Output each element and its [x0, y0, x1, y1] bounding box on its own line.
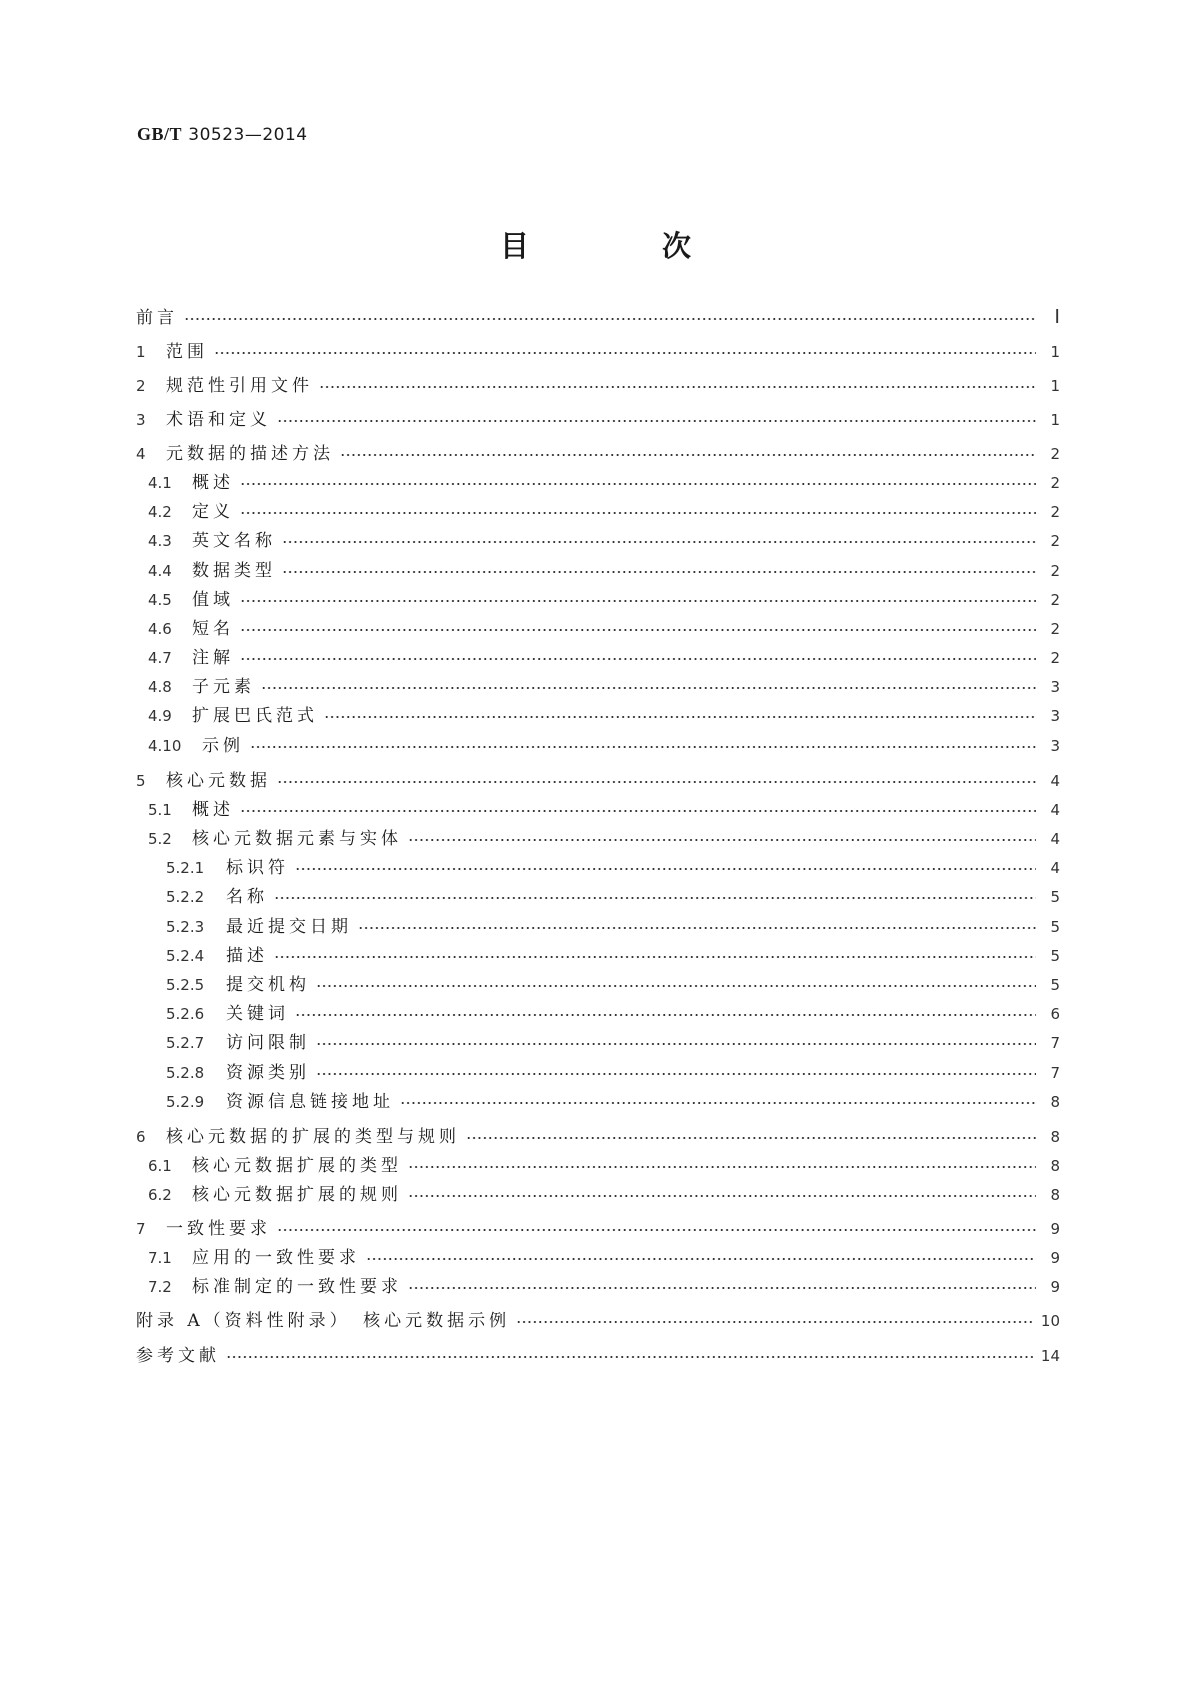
toc-entry-number: 1 [136, 343, 146, 361]
toc-entry-page: 7 [1050, 1064, 1060, 1082]
toc-entry[interactable] [136, 1028, 1060, 1058]
toc-entry-number: 4.7 [148, 649, 172, 667]
toc-entry[interactable] [136, 439, 1060, 469]
toc-entry[interactable] [136, 941, 1060, 971]
toc-dot-leader [408, 1181, 1036, 1211]
toc-entry-title: 标准制定的一致性要求 [192, 1277, 402, 1297]
toc-entry-page: 2 [1050, 649, 1060, 667]
toc-entry[interactable] [136, 1243, 1060, 1273]
toc-entry-title: 附录 A（资料性附录） 核心元数据示例 [136, 1311, 511, 1331]
toc-entry-title: 访问限制 [226, 1033, 310, 1053]
toc-entry-page: 7 [1050, 1034, 1060, 1052]
toc-entry-title: 应用的一致性要求 [192, 1248, 360, 1268]
toc-dot-leader [274, 883, 1036, 913]
toc-dot-leader [316, 1029, 1036, 1059]
toc-entry-page: 2 [1050, 474, 1060, 492]
toc-dot-leader [358, 913, 1036, 943]
toc-dot-leader [408, 1152, 1036, 1182]
toc-entry-number: 6.1 [148, 1157, 172, 1175]
toc-entry-title: 数据类型 [192, 561, 276, 581]
toc-entry-page: 9 [1050, 1278, 1060, 1296]
toc-entry-number: 4.1 [148, 474, 172, 492]
toc-entry-title: 子元素 [192, 677, 255, 697]
toc-dot-leader [261, 673, 1036, 703]
toc-entry[interactable] [136, 970, 1060, 1000]
toc-entry-title: 核心元数据扩展的规则 [192, 1185, 402, 1205]
toc-entry-number: 5.2.5 [166, 976, 205, 994]
toc-entry-page: 2 [1050, 620, 1060, 638]
toc-entry-title: 短名 [192, 619, 234, 639]
toc-dot-leader [340, 440, 1036, 470]
toc-entry[interactable] [136, 585, 1060, 615]
toc-entry-title: 名称 [226, 887, 268, 907]
toc-entry-number: 4.8 [148, 678, 172, 696]
toc-entry-number: 4.4 [148, 562, 172, 580]
toc-entry-number: 5.2.8 [166, 1064, 205, 1082]
toc-entry-title: 元数据的描述方法 [166, 444, 334, 464]
toc-entry-title: 最近提交日期 [226, 917, 352, 937]
toc-dot-leader [277, 767, 1036, 797]
toc-entry[interactable] [136, 526, 1060, 556]
toc-entry-number: 5.2.1 [166, 859, 205, 877]
toc-entry-title: 规范性引用文件 [166, 376, 313, 396]
toc-entry-number: 2 [136, 377, 146, 395]
toc-entry-page: 5 [1050, 888, 1060, 906]
toc-entry-page: 2 [1050, 562, 1060, 580]
toc-entry-page: 8 [1050, 1186, 1060, 1204]
toc-entry-page: 1 [1050, 343, 1060, 361]
toc-dot-leader [324, 702, 1036, 732]
toc-entry-number: 5.2 [148, 830, 172, 848]
toc-entry-number: 4.3 [148, 532, 172, 550]
toc-entry-page: 6 [1050, 1005, 1060, 1023]
toc-entry[interactable] [136, 853, 1060, 883]
toc-dot-leader [282, 527, 1036, 557]
toc-dot-leader [214, 338, 1036, 368]
toc-entry[interactable] [136, 303, 1060, 333]
toc-dot-leader [516, 1307, 1033, 1337]
toc-entry-page: 8 [1050, 1157, 1060, 1175]
toc-entry-number: 5.2.2 [166, 888, 205, 906]
toc-dot-leader [316, 1059, 1036, 1089]
toc-entry[interactable] [136, 468, 1060, 498]
toc-dot-leader [466, 1123, 1036, 1153]
toc-dot-leader [400, 1088, 1036, 1118]
toc-entry[interactable] [136, 701, 1060, 731]
toc-entry-page: 4 [1050, 859, 1060, 877]
toc-entry-title: 核心元数据 [166, 771, 271, 791]
toc-entry-title: 描述 [226, 946, 268, 966]
toc-entry[interactable] [136, 405, 1060, 435]
toc-entry[interactable] [136, 371, 1060, 401]
toc-entry-title: 标识符 [226, 858, 289, 878]
toc-entry-page: 2 [1050, 591, 1060, 609]
toc-entry[interactable] [136, 824, 1060, 854]
toc-entry-page: 5 [1050, 976, 1060, 994]
toc-dot-leader [282, 557, 1036, 587]
toc-entry[interactable] [136, 1151, 1060, 1181]
toc-dot-leader [366, 1244, 1036, 1274]
toc-entry-title: 前言 [136, 308, 178, 328]
toc-entry[interactable] [136, 556, 1060, 586]
toc-entry-page: 5 [1050, 918, 1060, 936]
toc-entry[interactable] [136, 912, 1060, 942]
toc-entry-number: 7.1 [148, 1249, 172, 1267]
toc-dot-leader [277, 406, 1036, 436]
toc-entry-page: 3 [1050, 737, 1060, 755]
toc-entry-title: 注解 [192, 648, 234, 668]
toc-entry[interactable] [136, 1341, 1060, 1371]
toc-entry-title: 核心元数据扩展的类型 [192, 1156, 402, 1176]
toc-entry-title: 范围 [166, 342, 208, 362]
toc-dot-leader [240, 469, 1036, 499]
toc-dot-leader [316, 971, 1036, 1001]
toc-entry-page: 3 [1050, 678, 1060, 696]
toc-entry-title: 值域 [192, 590, 234, 610]
toc-entry-title: 资源类别 [226, 1063, 310, 1083]
toc-dot-leader [319, 372, 1036, 402]
toc-entry-number: 7 [136, 1220, 146, 1238]
toc-entry-title: 英文名称 [192, 531, 276, 551]
toc-entry[interactable] [136, 1272, 1060, 1302]
toc-dot-leader [240, 615, 1036, 645]
toc-entry-number: 5.2.9 [166, 1093, 205, 1111]
toc-entry[interactable] [136, 1058, 1060, 1088]
toc-entry-page: 2 [1050, 445, 1060, 463]
standard-number: 30523—2014 [188, 125, 308, 145]
toc-entry[interactable] [136, 999, 1060, 1029]
toc-entry[interactable] [136, 497, 1060, 527]
toc-dot-leader [240, 644, 1036, 674]
toc-dot-leader [408, 825, 1036, 855]
toc-entry[interactable] [136, 1122, 1060, 1152]
toc-entry-number: 5.2.7 [166, 1034, 205, 1052]
toc-entry-title: 提交机构 [226, 975, 310, 995]
toc-entry-title: 概述 [192, 800, 234, 820]
toc-dot-leader [240, 796, 1036, 826]
toc-entry-title: 示例 [202, 736, 244, 756]
toc-entry-number: 5.1 [148, 801, 172, 819]
toc-entry[interactable] [136, 795, 1060, 825]
toc-entry[interactable] [136, 1214, 1060, 1244]
toc-dot-leader [295, 1000, 1036, 1030]
toc-dot-leader [250, 732, 1036, 762]
page-title: 目 次 [499, 229, 743, 263]
toc-entry-number: 4 [136, 445, 146, 463]
toc-entry[interactable] [136, 672, 1060, 702]
toc-entry-number: 5 [136, 772, 146, 790]
toc-entry-title: 核心元数据的扩展的类型与规则 [166, 1127, 460, 1147]
toc-entry[interactable] [136, 1180, 1060, 1210]
toc-dot-leader [277, 1215, 1036, 1245]
toc-entry-page: Ⅰ [1054, 307, 1060, 328]
toc-entry[interactable] [136, 614, 1060, 644]
toc-entry-title: 扩展巴氏范式 [192, 706, 318, 726]
toc-entry-number: 4.6 [148, 620, 172, 638]
toc-entry-number: 7.2 [148, 1278, 172, 1296]
toc-entry-number: 4.5 [148, 591, 172, 609]
toc-dot-leader [240, 586, 1036, 616]
table-of-contents [136, 0, 1060, 1684]
toc-dot-leader [408, 1273, 1036, 1303]
toc-entry[interactable] [136, 1306, 1060, 1336]
toc-entry[interactable] [136, 766, 1060, 796]
toc-entry-page: 1 [1050, 377, 1060, 395]
toc-entry-page: 8 [1050, 1128, 1060, 1146]
toc-entry[interactable] [136, 882, 1060, 912]
toc-entry[interactable] [136, 731, 1060, 761]
toc-entry-title: 参考文献 [136, 1346, 220, 1366]
toc-entry-title: 关键词 [226, 1004, 289, 1024]
toc-entry-title: 定义 [192, 502, 234, 522]
toc-entry[interactable] [136, 643, 1060, 673]
toc-entry-page: 2 [1050, 532, 1060, 550]
toc-entry-number: 6 [136, 1128, 146, 1146]
toc-entry-title: 概述 [192, 473, 234, 493]
toc-entry-page: 14 [1040, 1347, 1060, 1365]
toc-entry-number: 5.2.6 [166, 1005, 205, 1023]
toc-entry-page: 1 [1050, 411, 1060, 429]
toc-entry-title: 资源信息链接地址 [226, 1092, 394, 1112]
toc-entry-page: 9 [1050, 1249, 1060, 1267]
toc-dot-leader [226, 1342, 1033, 1372]
toc-entry-page: 4 [1050, 830, 1060, 848]
toc-entry-number: 4.10 [148, 737, 182, 755]
toc-entry-title: 术语和定义 [166, 410, 271, 430]
toc-dot-leader [295, 854, 1036, 884]
toc-entry-title: 核心元数据元素与实体 [192, 829, 402, 849]
toc-entry-title: 一致性要求 [166, 1219, 271, 1239]
toc-entry[interactable] [136, 1087, 1060, 1117]
toc-dot-leader [274, 942, 1036, 972]
toc-dot-leader [240, 498, 1036, 528]
toc-entry[interactable] [136, 337, 1060, 367]
toc-entry-number: 5.2.3 [166, 918, 205, 936]
toc-entry-number: 5.2.4 [166, 947, 205, 965]
toc-dot-leader [184, 304, 1036, 334]
toc-entry-page: 2 [1050, 503, 1060, 521]
toc-entry-number: 3 [136, 411, 146, 429]
toc-entry-page: 3 [1050, 707, 1060, 725]
toc-entry-page: 4 [1050, 772, 1060, 790]
toc-entry-number: 6.2 [148, 1186, 172, 1204]
standard-prefix: GB/T [137, 124, 183, 144]
toc-entry-page: 8 [1050, 1093, 1060, 1111]
toc-entry-number: 4.9 [148, 707, 172, 725]
toc-entry-number: 4.2 [148, 503, 172, 521]
toc-entry-page: 10 [1040, 1312, 1060, 1330]
toc-entry-page: 5 [1050, 947, 1060, 965]
toc-entry-page: 4 [1050, 801, 1060, 819]
toc-entry-page: 9 [1050, 1220, 1060, 1238]
